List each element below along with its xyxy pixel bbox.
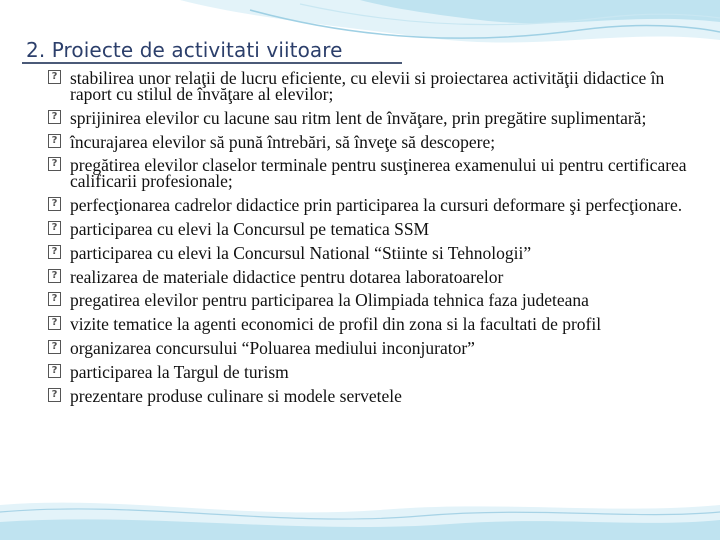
replacement-character-box-icon: ? [48, 70, 61, 84]
list-item [48, 242, 698, 263]
list-item [48, 155, 698, 192]
list-item [48, 218, 698, 239]
list-item-text: participarea cu elevi la Concursul National “Stiinte si Tehnologii” [70, 242, 532, 263]
list-item-text: participarea cu elevi la Concursul pe tematica SSM [70, 218, 430, 239]
list-item [48, 314, 698, 335]
list-item-text: organizarea concursului “Poluarea mediului inconjurator” [70, 337, 475, 358]
replacement-character-box-icon: ? [48, 269, 61, 283]
replacement-character-box-icon: ? [48, 245, 61, 259]
replacement-character-box-icon: ? [48, 292, 61, 306]
list-item [48, 290, 698, 311]
list-item [48, 385, 698, 406]
list-item-text: participarea la Targul de turism [70, 361, 289, 382]
bullet-list [48, 70, 698, 411]
list-item [48, 337, 698, 358]
list-item-text: pregatirea elevilor pentru participarea la Olimpiada tehnica faza judeteana [70, 290, 589, 311]
list-item [48, 195, 698, 216]
list-item [48, 70, 698, 102]
replacement-character-box-icon: ? [48, 157, 61, 171]
replacement-character-box-icon: ? [48, 388, 61, 402]
list-item-text: realizarea de materiale didactice pentru dotarea laboratoarelor [70, 266, 504, 287]
list-item [48, 266, 698, 287]
title-underline [22, 62, 402, 64]
list-item-text: perfecţionarea cadrelor didactice prin participarea la cursuri deformare şi perfecţionare. [70, 195, 683, 216]
replacement-character-box-icon: ? [48, 110, 61, 124]
replacement-character-box-icon: ? [48, 197, 61, 211]
list-item [48, 131, 698, 152]
replacement-character-box-icon: ? [48, 364, 61, 378]
list-item-text: stabilirea unor relaţii de lucru eficiente, cu elevii si proiectarea activităţii didactice în raport cu stilul de învăţare al elevilor; [70, 68, 665, 104]
list-item-text: sprijinirea elevilor cu lacune sau ritm lent de învăţare, prin pregătire suplimentară; [70, 107, 647, 128]
slide-title: 2. Proiecte de activitati viitoare [26, 38, 343, 62]
list-item-text: prezentare produse culinare si modele servetele [70, 385, 402, 406]
list-item-text: pregătirea elevilor claselor terminale pentru susţinerea examenului ui pentru certificarea calificarii profesionale; [70, 155, 687, 192]
list-item-text: vizite tematice la agenti economici de profil din zona si la facultati de profil [70, 314, 602, 335]
replacement-character-box-icon: ? [48, 340, 61, 354]
replacement-character-box-icon: ? [48, 134, 61, 148]
replacement-character-box-icon: ? [48, 221, 61, 235]
list-item [48, 361, 698, 382]
replacement-character-box-icon: ? [48, 316, 61, 330]
list-item [48, 107, 698, 128]
list-item-text: încurajarea elevilor să pună întrebări, să înveţe să descopere; [70, 131, 496, 152]
